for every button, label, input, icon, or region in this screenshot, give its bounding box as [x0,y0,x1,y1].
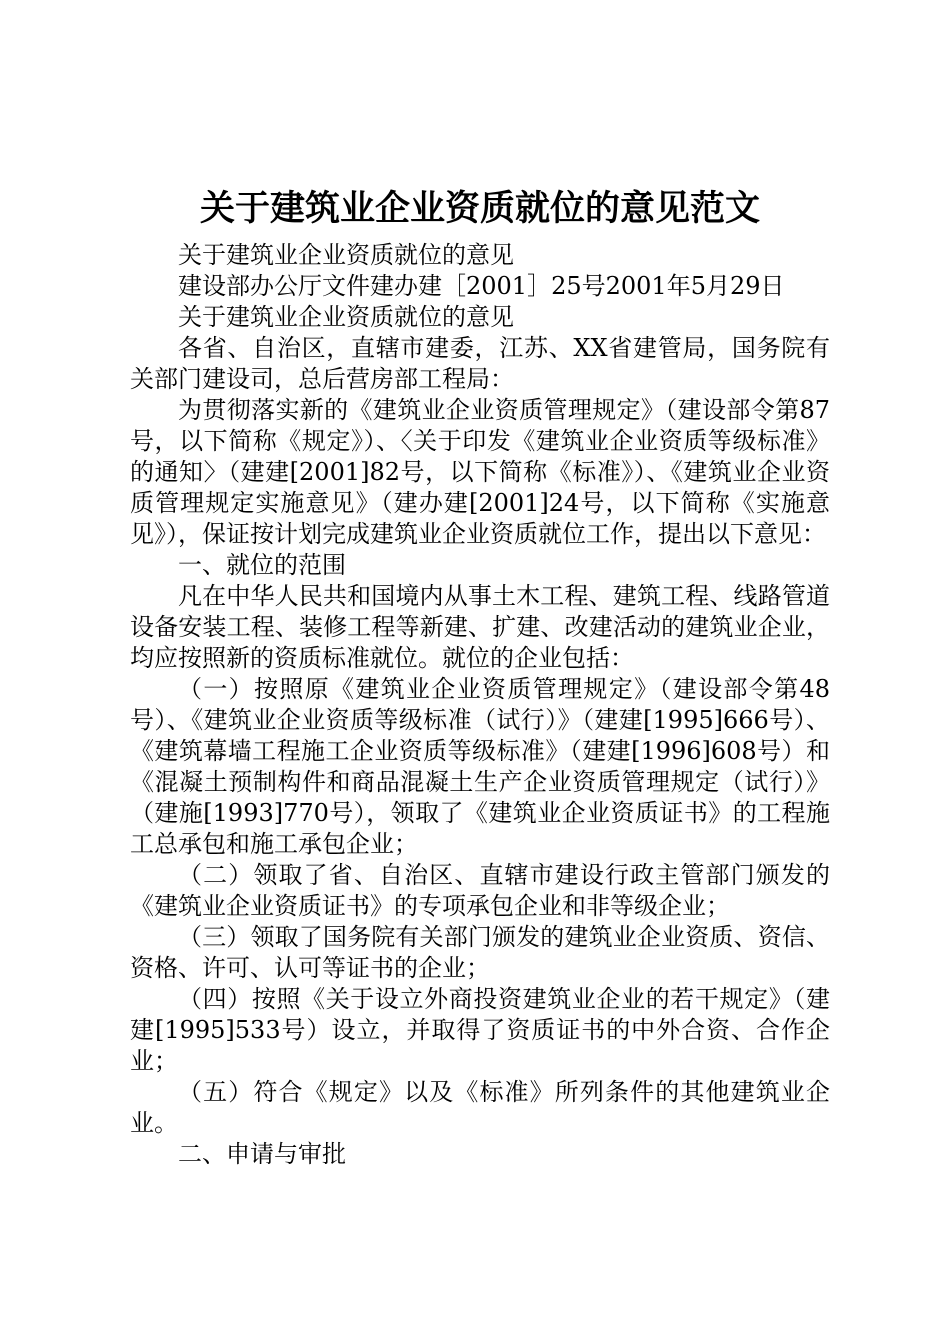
list-item-4: （四）按照《关于设立外商投资建筑业企业的若干规定》（建建[1995]533号）设立，并取得了资质证书的中外合资、合作企业； [130,985,830,1075]
section-heading-scope: 一、就位的范围 [178,551,346,579]
paragraph-subtitle: 关于建筑业企业资质就位的意见 [178,241,514,269]
paragraph-heading: 关于建筑业企业资质就位的意见 [178,303,514,331]
list-item-3: （三）领取了国务院有关部门颁发的建筑业企业资质、资信、资格、许可、认可等证书的企业； [130,923,830,982]
paragraph-scope: 凡在中华人民共和国境内从事土木工程、建筑工程、线路管道设备安装工程、装修工程等新建、扩建、改建活动的建筑业企业，均应按照新的资质标准就位。就位的企业包括： [130,582,830,672]
paragraph-addressees: 各省、自治区，直辖市建委，江苏、XX省建管局，国务院有关部门建设司，总后营房部工程局： [130,334,830,393]
list-item-5: （五）符合《规定》以及《标准》所列条件的其他建筑业企业。 [130,1078,830,1137]
list-item-2: （二）领取了省、自治区、直辖市建设行政主管部门颁发的《建筑业企业资质证书》的专项承包企业和非等级企业； [130,861,830,920]
section-heading-application: 二、申请与审批 [178,1140,346,1168]
paragraph-file-number: 建设部办公厅文件建办建［2001］25号2001年5月29日 [178,272,785,300]
list-item-1: （一）按照原《建筑业企业资质管理规定》（建设部令第48号）、《建筑业企业资质等级标准（试行）》（建建[1995]666号）、《建筑幕墙工程施工企业资质等级标准》（建建[1996]608号）和《混凝土预制构件和商品混凝土生产企业资质管理规定（试行）》（建施[1993]770号），领取了《建筑业企业资质证书》的工程施工总承包和施工承包企业； [130,675,830,858]
document-title: 关于建筑业企业资质就位的意见范文 [199,188,760,229]
document-page [130,182,830,1170]
paragraph-purpose: 为贯彻落实新的《建筑业企业资质管理规定》（建设部令第87号，以下简称《规定》）、〈关于印发《建筑业企业资质等级标准》的通知〉（建建[2001]82号，以下简称《标准》）、《建筑业企业资质管理规定实施意见》（建办建[2001]24号，以下简称《实施意见》），保证按计划完成建筑业企业资质就位工作，提出以下意见： [130,396,830,548]
document-body [130,240,830,1170]
